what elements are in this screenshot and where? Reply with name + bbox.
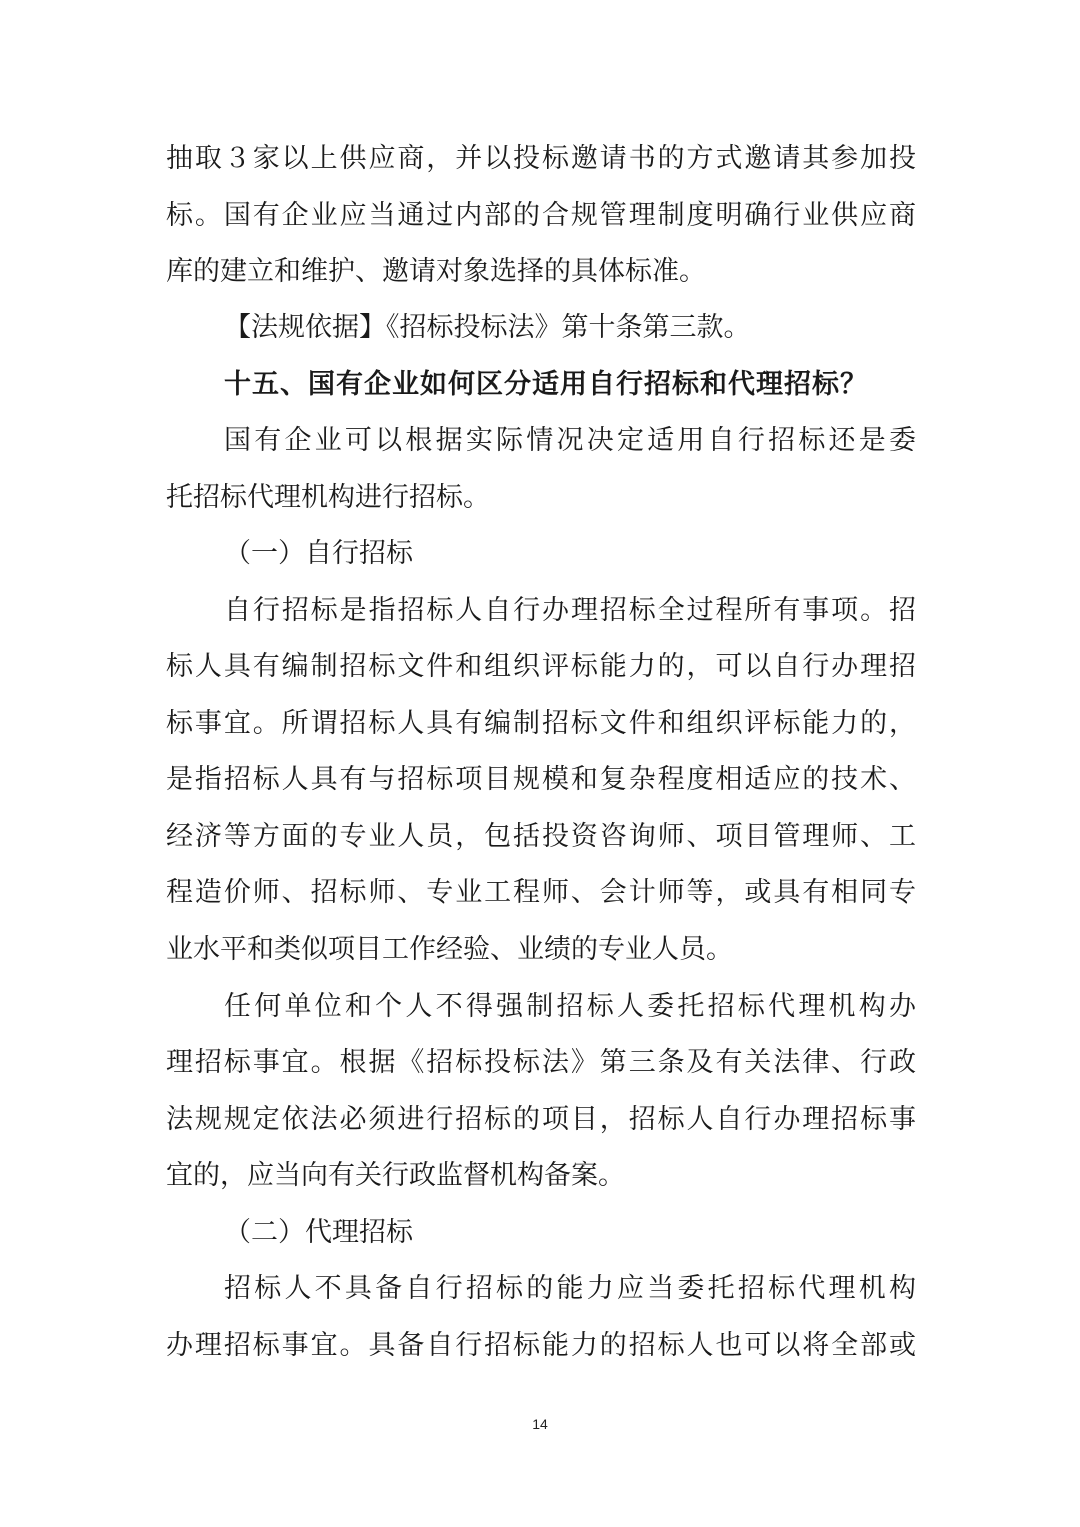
paragraph-line: 国有企业可以根据实际情况决定适用自行招标还是委 bbox=[224, 425, 916, 456]
paragraph-line: 业水平和类似项目工作经验、业绩的专业人员。 bbox=[166, 934, 733, 965]
paragraph-line: 任何单位和个人不得强制招标人委托招标代理机构办 bbox=[224, 991, 916, 1022]
paragraph-line: 法规规定依法必须进行招标的项目，招标人自行办理招标事 bbox=[166, 1104, 916, 1135]
subheading-self-tendering: （一）自行招标 bbox=[224, 538, 413, 569]
subheading-agency-tendering: （二）代理招标 bbox=[224, 1217, 413, 1248]
paragraph-line: 标。国有企业应当通过内部的合规管理制度明确行业供应商 bbox=[166, 200, 916, 231]
section-heading: 十五、国有企业如何区分适用自行招标和代理招标？ bbox=[224, 369, 868, 400]
paragraph-line: 程造价师、招标师、专业工程师、会计师等，或具有相同专 bbox=[166, 877, 916, 908]
paragraph-line: 宜的，应当向有关行政监督机构备案。 bbox=[166, 1160, 625, 1191]
legal-basis-line: 【法规依据】《招标投标法》第十条第三款。 bbox=[224, 312, 751, 343]
paragraph-line: 招标人不具备自行招标的能力应当委托招标代理机构 bbox=[224, 1273, 916, 1304]
paragraph-line: 经济等方面的专业人员，包括投资咨询师、项目管理师、工 bbox=[166, 821, 916, 852]
page-number: 14 bbox=[532, 1416, 548, 1432]
paragraph-line: 库的建立和维护、邀请对象选择的具体标准。 bbox=[166, 256, 706, 287]
paragraph-line: 自行招标是指招标人自行办理招标全过程所有事项。招 bbox=[224, 595, 916, 626]
paragraph-line: 抽取３家以上供应商，并以投标邀请书的方式邀请其参加投 bbox=[166, 143, 916, 174]
paragraph-line: 理招标事宜。根据《招标投标法》第三条及有关法律、行政 bbox=[166, 1047, 916, 1078]
paragraph-line: 办理招标事宜。具备自行招标能力的招标人也可以将全部或 bbox=[166, 1330, 916, 1361]
paragraph-line: 是指招标人具有与招标项目规模和复杂程度相适应的技术、 bbox=[166, 764, 916, 795]
paragraph-line: 托招标代理机构进行招标。 bbox=[166, 482, 490, 513]
paragraph-line: 标人具有编制招标文件和组织评标能力的，可以自行办理招 bbox=[166, 651, 916, 682]
paragraph-line: 标事宜。所谓招标人具有编制招标文件和组织评标能力的， bbox=[166, 708, 916, 739]
